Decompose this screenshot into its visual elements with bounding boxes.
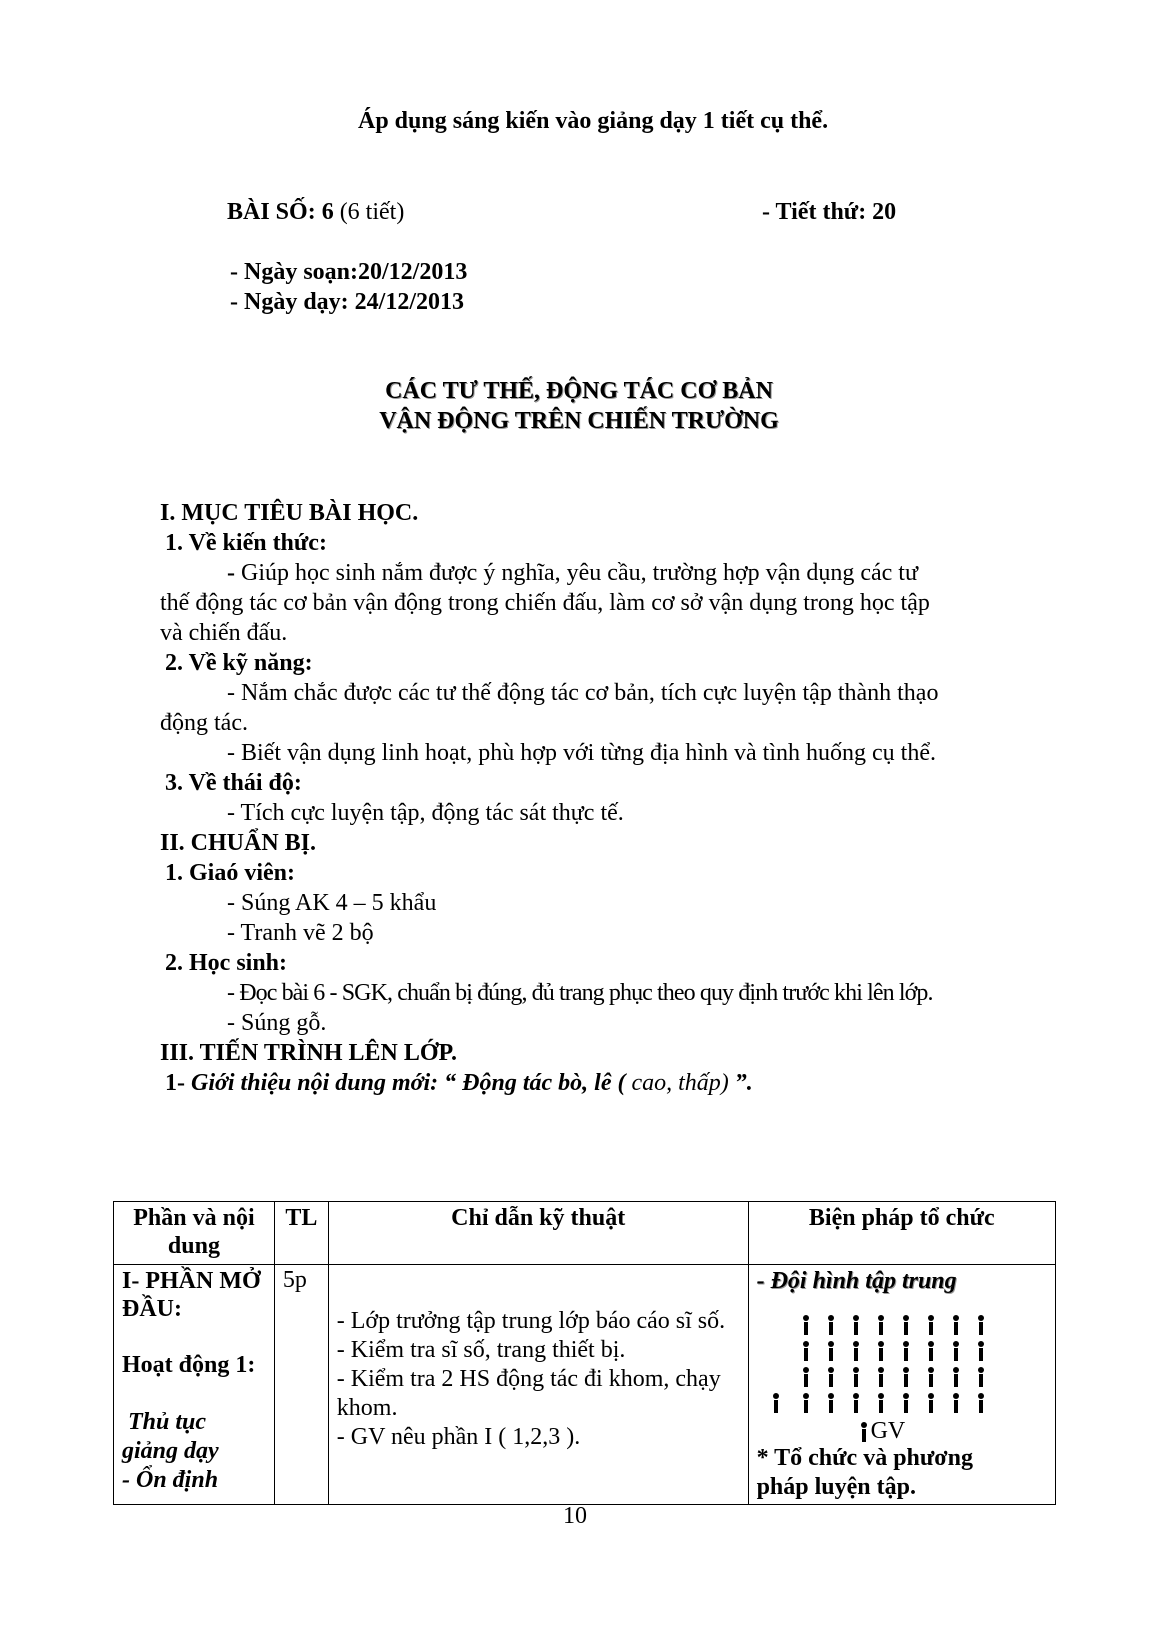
student-figure-icon — [951, 1367, 961, 1387]
organization-cell — [748, 1265, 1055, 1505]
header-organization: Biện pháp tổ chức — [748, 1202, 1055, 1265]
instruction-line: khom. — [336, 1395, 398, 1421]
procedure-line-2: giảng dạy — [122, 1438, 219, 1464]
instructions-cell — [328, 1265, 748, 1505]
section-objectives: I. MỤC TIÊU BÀI HỌC. — [160, 500, 419, 526]
skills-text-3: - Biết vận dụng linh hoạt, phù hợp với từng địa hình và tình huống cụ thể. — [227, 740, 936, 766]
section-procedure: III. TIẾN TRÌNH LÊN LỚP. — [160, 1040, 457, 1066]
attitude-text-1: - Tích cực luyện tập, động tác sát thực tế. — [227, 800, 624, 826]
subsection-students: 2. Học sinh: — [165, 950, 288, 976]
student-figure-icon — [901, 1315, 911, 1335]
student-figure-icon — [926, 1393, 936, 1413]
student-figure-icon — [851, 1393, 861, 1413]
student-figure-icon — [876, 1341, 886, 1361]
student-figure-icon — [976, 1393, 986, 1413]
knowledge-text-3: và chiến đấu. — [160, 620, 288, 646]
student-figure-icon — [801, 1315, 811, 1335]
period-number: - Tiết thứ: 20 — [762, 199, 897, 225]
instruction-line: - Kiểm tra sĩ số, trang thiết bị. — [336, 1337, 626, 1363]
student-figure-icon — [951, 1393, 961, 1413]
student-figure-icon — [826, 1315, 836, 1335]
student-figure-icon — [876, 1393, 886, 1413]
student-figure-icon — [826, 1341, 836, 1361]
student-figure-icon — [926, 1315, 936, 1335]
student-figure-icon — [801, 1367, 811, 1387]
student-figure-icon — [926, 1341, 936, 1361]
student-figure-icon — [826, 1367, 836, 1387]
teacher-item-2: - Tranh vẽ 2 bộ — [227, 920, 374, 946]
student-figure-icon — [801, 1341, 811, 1361]
table-header-row — [114, 1202, 1056, 1265]
instruction-line: - Kiểm tra 2 HS động tác đi khom, chạy — [336, 1366, 721, 1392]
subsection-attitude: 3. Về thái độ: — [165, 770, 302, 796]
teacher-item-1: - Súng AK 4 – 5 khẩu — [227, 890, 437, 916]
student-figure-icon — [826, 1393, 836, 1413]
activity-label: Hoạt động 1: — [122, 1352, 256, 1378]
header-time: TL — [274, 1202, 328, 1265]
instruction-line: - GV nêu phần I ( 1,2,3 ). — [336, 1424, 581, 1450]
student-figure-icon — [901, 1393, 911, 1413]
student-figure-icon — [926, 1367, 936, 1387]
student-figure-icon — [976, 1341, 986, 1361]
student-figure-icon — [901, 1367, 911, 1387]
teacher-label: GV — [870, 1418, 906, 1444]
class-leader-figure-icon — [771, 1393, 781, 1413]
student-figure-icon — [851, 1367, 861, 1387]
student-figure-icon — [976, 1367, 986, 1387]
procedure-line-1: Thủ tục — [128, 1409, 207, 1435]
part-cell — [114, 1265, 275, 1505]
subsection-knowledge: 1. Về kiến thức: — [165, 530, 327, 556]
student-figure-icon — [876, 1315, 886, 1335]
teacher-figure-icon — [859, 1422, 867, 1438]
student-figure-icon — [976, 1315, 986, 1335]
formation-diagram — [757, 1296, 1047, 1444]
student-figure-icon — [851, 1341, 861, 1361]
lesson-number: BÀI SỐ: 6 (6 tiết) — [227, 199, 405, 225]
org-note-2: pháp luyện tập. — [756, 1474, 916, 1500]
student-figure-icon — [876, 1367, 886, 1387]
time-cell: 5p — [274, 1265, 328, 1505]
page-heading: Áp dụng sáng kiến vào giảng dạy 1 tiết cụ thể. — [358, 108, 829, 134]
section-preparation: II. CHUẨN BỊ. — [160, 830, 317, 856]
knowledge-text-1: - Giúp học sinh nắm được ý nghĩa, yêu cầu, trường hợp vận dụng các tư — [227, 560, 918, 586]
header-part-content: Phần và nội dung — [114, 1202, 275, 1265]
students-item-2: - Súng gỗ. — [227, 1010, 327, 1036]
formation-title: - Đội hình tập trung — [756, 1268, 957, 1294]
header-technical-instructions: Chỉ dẫn kỹ thuật — [328, 1202, 748, 1265]
subsection-teacher: 1. Giaó viên: — [165, 860, 295, 886]
title-line-1: CÁC TƯ THẾ, ĐỘNG TÁC CƠ BẢN — [385, 378, 773, 404]
prep-date: - Ngày soạn:20/12/2013 — [230, 259, 468, 285]
page-number: 10 — [563, 1503, 587, 1529]
students-item-1: - Đọc bài 6 - SGK, chuẩn bị đúng, đủ trang phục theo quy định trước khi lên lớp. — [227, 980, 933, 1006]
student-figure-icon — [901, 1341, 911, 1361]
table-row — [114, 1265, 1056, 1505]
lesson-plan-table — [113, 1201, 1056, 1505]
student-figure-icon — [951, 1341, 961, 1361]
org-note-1: * Tổ chức và phương — [756, 1445, 973, 1471]
subsection-skills: 2. Về kỹ năng: — [165, 650, 313, 676]
skills-text-2: động tác. — [160, 710, 248, 736]
title-line-2: VẬN ĐỘNG TRÊN CHIẾN TRƯỜNG — [379, 408, 779, 434]
skills-text-1: - Nắm chắc được các tư thế động tác cơ bản, tích cực luyện tập thành thạo — [227, 680, 939, 706]
student-figure-icon — [851, 1315, 861, 1335]
instruction-line: - Lớp trưởng tập trung lớp báo cáo sĩ số. — [336, 1308, 726, 1334]
student-figure-icon — [801, 1393, 811, 1413]
student-figure-icon — [951, 1315, 961, 1335]
teach-date: - Ngày dạy: 24/12/2013 — [230, 289, 464, 315]
part-title: I- PHẦN MỞ ĐẦU: — [122, 1268, 261, 1322]
procedure-line-3: - Ổn định — [122, 1467, 219, 1493]
knowledge-text-2: thế động tác cơ bản vận động trong chiến đấu, làm cơ sở vận dụng trong học tập — [160, 590, 930, 616]
intro-new-content: 1- Giới thiệu nội dung mới: “ Động tác bò, lê ( cao, thấp) ”. — [165, 1070, 753, 1096]
teacher-position — [801, 1418, 1047, 1444]
